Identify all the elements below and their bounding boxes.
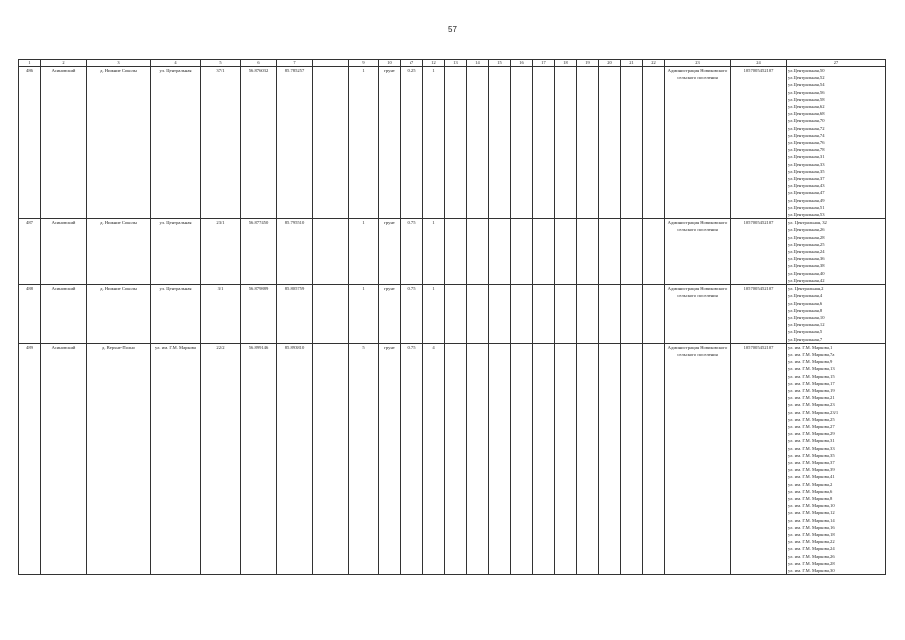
address-line: ул.Центральная,70: [788, 118, 825, 124]
address-line: ул.Центральная,33: [788, 161, 825, 167]
address-line: ул.Центральная,68: [788, 111, 825, 117]
empty-cell: [467, 67, 489, 219]
owner-cell: Администрация Новиковского сельского поселения: [665, 285, 731, 344]
area-cell: 0.25: [401, 67, 423, 219]
empty-cell: [511, 285, 533, 344]
latitude-cell: 56.899146: [241, 343, 277, 575]
address-line: ул. им. Г.М. Маркова,7а: [788, 351, 835, 357]
address-line: ул. Центральная, 32: [788, 220, 827, 226]
empty-cell: [621, 285, 643, 344]
surface-cell: грунт: [379, 285, 401, 344]
longitude-cell: 85.805759: [277, 285, 313, 344]
surface-cell: грунт: [379, 343, 401, 575]
empty-cell: [555, 343, 577, 575]
address-line: ул. им. Г.М. Маркова,21: [788, 395, 835, 401]
empty-cell: [577, 219, 599, 285]
empty-cell: [445, 343, 467, 575]
latitude-cell: 56.876032: [241, 67, 277, 219]
empty-cell: [313, 285, 349, 344]
empty-cell: [445, 285, 467, 344]
column-header: 1: [19, 60, 41, 67]
address-line: ул.Центральная,74: [788, 132, 825, 138]
address-line: ул. им. Г.М. Маркова,16: [788, 524, 835, 530]
containers-cell: 1: [423, 285, 445, 344]
address-line: ул. им. Г.М. Маркова,13: [788, 366, 835, 372]
empty-cell: [467, 219, 489, 285]
district-cell: Асиновский: [41, 67, 87, 219]
owner-cell: Администрация Новиковского сельского поселения: [665, 67, 731, 219]
ogrn-cell: 1057005452107: [731, 285, 787, 344]
empty-cell: [489, 219, 511, 285]
latitude-cell: 56.879889: [241, 285, 277, 344]
column-header: 7: [277, 60, 313, 67]
address-line: ул. им. Г.М. Маркова,1: [788, 344, 833, 350]
column-header: 12: [423, 60, 445, 67]
surface-cell: грунт: [379, 219, 401, 285]
empty-cell: [555, 285, 577, 344]
empty-cell: [555, 219, 577, 285]
empty-cell: [621, 219, 643, 285]
address-line: ул.Центральная,72: [788, 125, 825, 131]
column-header: 21: [621, 60, 643, 67]
quantity-cell: 1: [349, 67, 379, 219]
address-line: ул. им. Г.М. Маркова,17: [788, 380, 835, 386]
empty-cell: [489, 285, 511, 344]
address-line: ул. им. Г.М. Маркова,24: [788, 546, 835, 552]
empty-cell: [511, 67, 533, 219]
empty-cell: [489, 343, 511, 575]
table-row: [19, 219, 886, 285]
empty-cell: [599, 219, 621, 285]
page-number: 57: [448, 25, 457, 34]
empty-cell: [533, 67, 555, 219]
address-line: ул. им. Г.М. Маркова,35: [788, 452, 835, 458]
address-line: ул. им. Г.М. Маркова,23: [788, 402, 835, 408]
empty-cell: [489, 67, 511, 219]
column-header-row: [19, 60, 886, 67]
address-line: ул. им. Г.М. Маркова,28: [788, 560, 835, 566]
address-line: ул. им. Г.М. Маркова,14: [788, 517, 835, 523]
empty-cell: [599, 285, 621, 344]
ogrn-cell: 1057005452107: [731, 67, 787, 219]
address-line: ул. им. Г.М. Маркова,18: [788, 532, 835, 537]
address-line: ул.Центральная,37: [788, 176, 825, 182]
address-line: ул.Центральная,56: [788, 89, 825, 95]
address-line: ул.Центральная,26: [788, 227, 825, 233]
address-line: ул.Центральная,31: [788, 154, 825, 160]
column-header: 3: [87, 60, 151, 67]
address-line: ул.Центральная,42: [788, 277, 825, 283]
row-number: 488: [19, 285, 41, 344]
address-line: ул.Центральная,25: [788, 241, 825, 247]
empty-cell: [577, 285, 599, 344]
address-line: ул.Центральная,6: [788, 300, 823, 306]
address-line: ул.Центральная,5: [788, 329, 823, 335]
empty-cell: [533, 343, 555, 575]
address-line: ул. им. Г.М. Маркова,27: [788, 423, 835, 429]
address-line: ул. им. Г.М. Маркова,2: [788, 481, 833, 487]
empty-cell: [643, 285, 665, 344]
quantity-cell: 1: [349, 219, 379, 285]
quantity-cell: 1: [349, 285, 379, 344]
empty-cell: [643, 219, 665, 285]
street-cell: ул. Центральная: [151, 67, 201, 219]
empty-cell: [511, 219, 533, 285]
address-line: ул. им. Г.М. Маркова,10: [788, 503, 835, 509]
addresses-cell: [787, 285, 886, 344]
longitude-cell: 85.893810: [277, 343, 313, 575]
column-header: 16: [511, 60, 533, 67]
district-cell: Асиновский: [41, 219, 87, 285]
area-cell: 0.75: [401, 343, 423, 575]
address-line: ул. им. Г.М. Маркова,12: [788, 510, 835, 516]
empty-cell: [577, 67, 599, 219]
address-line: ул.Центральная,62: [788, 104, 825, 110]
address-line: ул.Центральная,28: [788, 234, 825, 240]
address-line: ул.Центральная,78: [788, 147, 825, 153]
column-header: 17: [533, 60, 555, 67]
addresses-cell: [787, 219, 886, 285]
address-line: ул.Центральная,10: [788, 314, 825, 320]
column-header: t7: [401, 60, 423, 67]
address-line: ул.Центральная,8: [788, 307, 823, 313]
address-line: ул.Центральная,47: [788, 190, 825, 196]
address-line: ул.Центральная,4: [788, 293, 823, 299]
address-line: ул.Центральная,53: [788, 212, 825, 218]
address-line: ул. им. Г.М. Маркова,26: [788, 553, 835, 559]
address-line: ул.Центральная,36: [788, 256, 825, 262]
house-cell: 23/1: [201, 219, 241, 285]
settlement-cell: д. Нижние Соколы: [87, 219, 151, 285]
empty-cell: [599, 67, 621, 219]
house-cell: 37/1: [201, 67, 241, 219]
row-number: 489: [19, 343, 41, 575]
ogrn-cell: 1057005452107: [731, 219, 787, 285]
owner-cell: Администрация Новиковского сельского поселения: [665, 343, 731, 575]
street-cell: ул. Центральная: [151, 219, 201, 285]
house-cell: 22/2: [201, 343, 241, 575]
column-header: 2: [41, 60, 87, 67]
street-cell: ул. Центральная: [151, 285, 201, 344]
district-cell: Асиновский: [41, 343, 87, 575]
street-cell: ул. им. Г.М. Маркова: [151, 343, 201, 575]
house-cell: 3/1: [201, 285, 241, 344]
address-line: ул.Центральная,40: [788, 270, 825, 276]
column-header: 19: [577, 60, 599, 67]
address-line: ул. им. Г.М. Маркова,33: [788, 445, 835, 451]
address-line: ул.Центральная,54: [788, 82, 825, 88]
empty-cell: [533, 285, 555, 344]
address-line: ул. им. Г.М. Маркова,31: [788, 438, 835, 444]
column-header: 18: [555, 60, 577, 67]
empty-cell: [313, 67, 349, 219]
address-line: ул. им. Г.М. Маркова,8: [788, 495, 833, 501]
area-cell: 0.75: [401, 285, 423, 344]
column-header: 13: [445, 60, 467, 67]
column-header: 23: [665, 60, 731, 67]
registry-table: [18, 59, 886, 575]
address-line: ул.Центральная,43: [788, 183, 825, 189]
empty-cell: [643, 343, 665, 575]
address-line: ул.Центральная,76: [788, 140, 825, 146]
row-number: 486: [19, 67, 41, 219]
empty-cell: [533, 219, 555, 285]
district-cell: Асиновский: [41, 285, 87, 344]
address-line: ул.Центральная,35: [788, 168, 825, 174]
address-line: ул. им. Г.М. Маркова,22: [788, 539, 835, 545]
area-cell: 0.75: [401, 219, 423, 285]
address-line: ул. им. Г.М. Маркова,41: [788, 474, 835, 480]
column-header: 6: [241, 60, 277, 67]
ogrn-cell: 1057005452107: [731, 343, 787, 575]
longitude-cell: 85.795510: [277, 219, 313, 285]
empty-cell: [643, 67, 665, 219]
address-line: ул.Центральная,24: [788, 249, 825, 255]
empty-cell: [313, 219, 349, 285]
settlement-cell: д. Нижние Соколы: [87, 67, 151, 219]
longitude-cell: 85.785257: [277, 67, 313, 219]
addresses-cell: [787, 67, 886, 219]
address-line: ул.Центральная,7: [788, 336, 823, 342]
empty-cell: [467, 343, 489, 575]
settlement-cell: д. Верхне-Полно: [87, 343, 151, 575]
surface-cell: грунт: [379, 67, 401, 219]
address-line: ул. им. Г.М. Маркова,15: [788, 373, 835, 379]
settlement-cell: д. Нижние Соколы: [87, 285, 151, 344]
containers-cell: 4: [423, 343, 445, 575]
column-header: 9: [349, 60, 379, 67]
empty-cell: [445, 67, 467, 219]
address-line: ул. им. Г.М. Маркова,9: [788, 359, 833, 365]
column-header: 15: [489, 60, 511, 67]
address-line: ул.Центральная,51: [788, 204, 825, 210]
address-line: ул.Центральная,49: [788, 197, 825, 203]
address-line: ул. им. Г.М. Маркова,23/1: [788, 409, 839, 415]
empty-cell: [555, 67, 577, 219]
address-line: ул. им. Г.М. Маркова,30: [788, 568, 835, 574]
address-line: ул. им. Г.М. Маркова,39: [788, 467, 835, 473]
address-line: ул. им. Г.М. Маркова,6: [788, 488, 833, 494]
address-line: ул.Центральная,50: [788, 68, 825, 73]
address-line: ул. им. Г.М. Маркова,19: [788, 387, 835, 393]
address-line: ул.Центральная,58: [788, 96, 825, 102]
address-line: ул. им. Г.М. Маркова,29: [788, 431, 835, 437]
empty-cell: [621, 67, 643, 219]
empty-cell: [621, 343, 643, 575]
table-row: [19, 343, 886, 575]
column-header: 22: [643, 60, 665, 67]
latitude-cell: 56.877450: [241, 219, 277, 285]
column-header: 5: [201, 60, 241, 67]
table-row: [19, 67, 886, 219]
empty-cell: [313, 343, 349, 575]
address-line: ул. им. Г.М. Маркова,37: [788, 459, 835, 465]
empty-cell: [599, 343, 621, 575]
addresses-cell: [787, 343, 886, 575]
address-line: ул.Центральная,52: [788, 75, 825, 81]
empty-cell: [467, 285, 489, 344]
containers-cell: 1: [423, 67, 445, 219]
row-number: 487: [19, 219, 41, 285]
table-row: [19, 285, 886, 344]
address-line: ул. Центральная,2: [788, 286, 824, 292]
address-line: ул.Центральная,38: [788, 263, 825, 269]
containers-cell: 1: [423, 219, 445, 285]
quantity-cell: 5: [349, 343, 379, 575]
column-header: 27: [787, 60, 886, 67]
empty-cell: [445, 219, 467, 285]
owner-cell: Администрация Новиковского сельского поселения: [665, 219, 731, 285]
empty-cell: [577, 343, 599, 575]
address-line: ул.Центральная,12: [788, 322, 825, 328]
column-header: 14: [467, 60, 489, 67]
column-header: 10: [379, 60, 401, 67]
column-header: 20: [599, 60, 621, 67]
column-header: 4: [151, 60, 201, 67]
empty-cell: [511, 343, 533, 575]
column-header: [313, 60, 349, 67]
address-line: ул. им. Г.М. Маркова,25: [788, 416, 835, 422]
column-header: 24: [731, 60, 787, 67]
